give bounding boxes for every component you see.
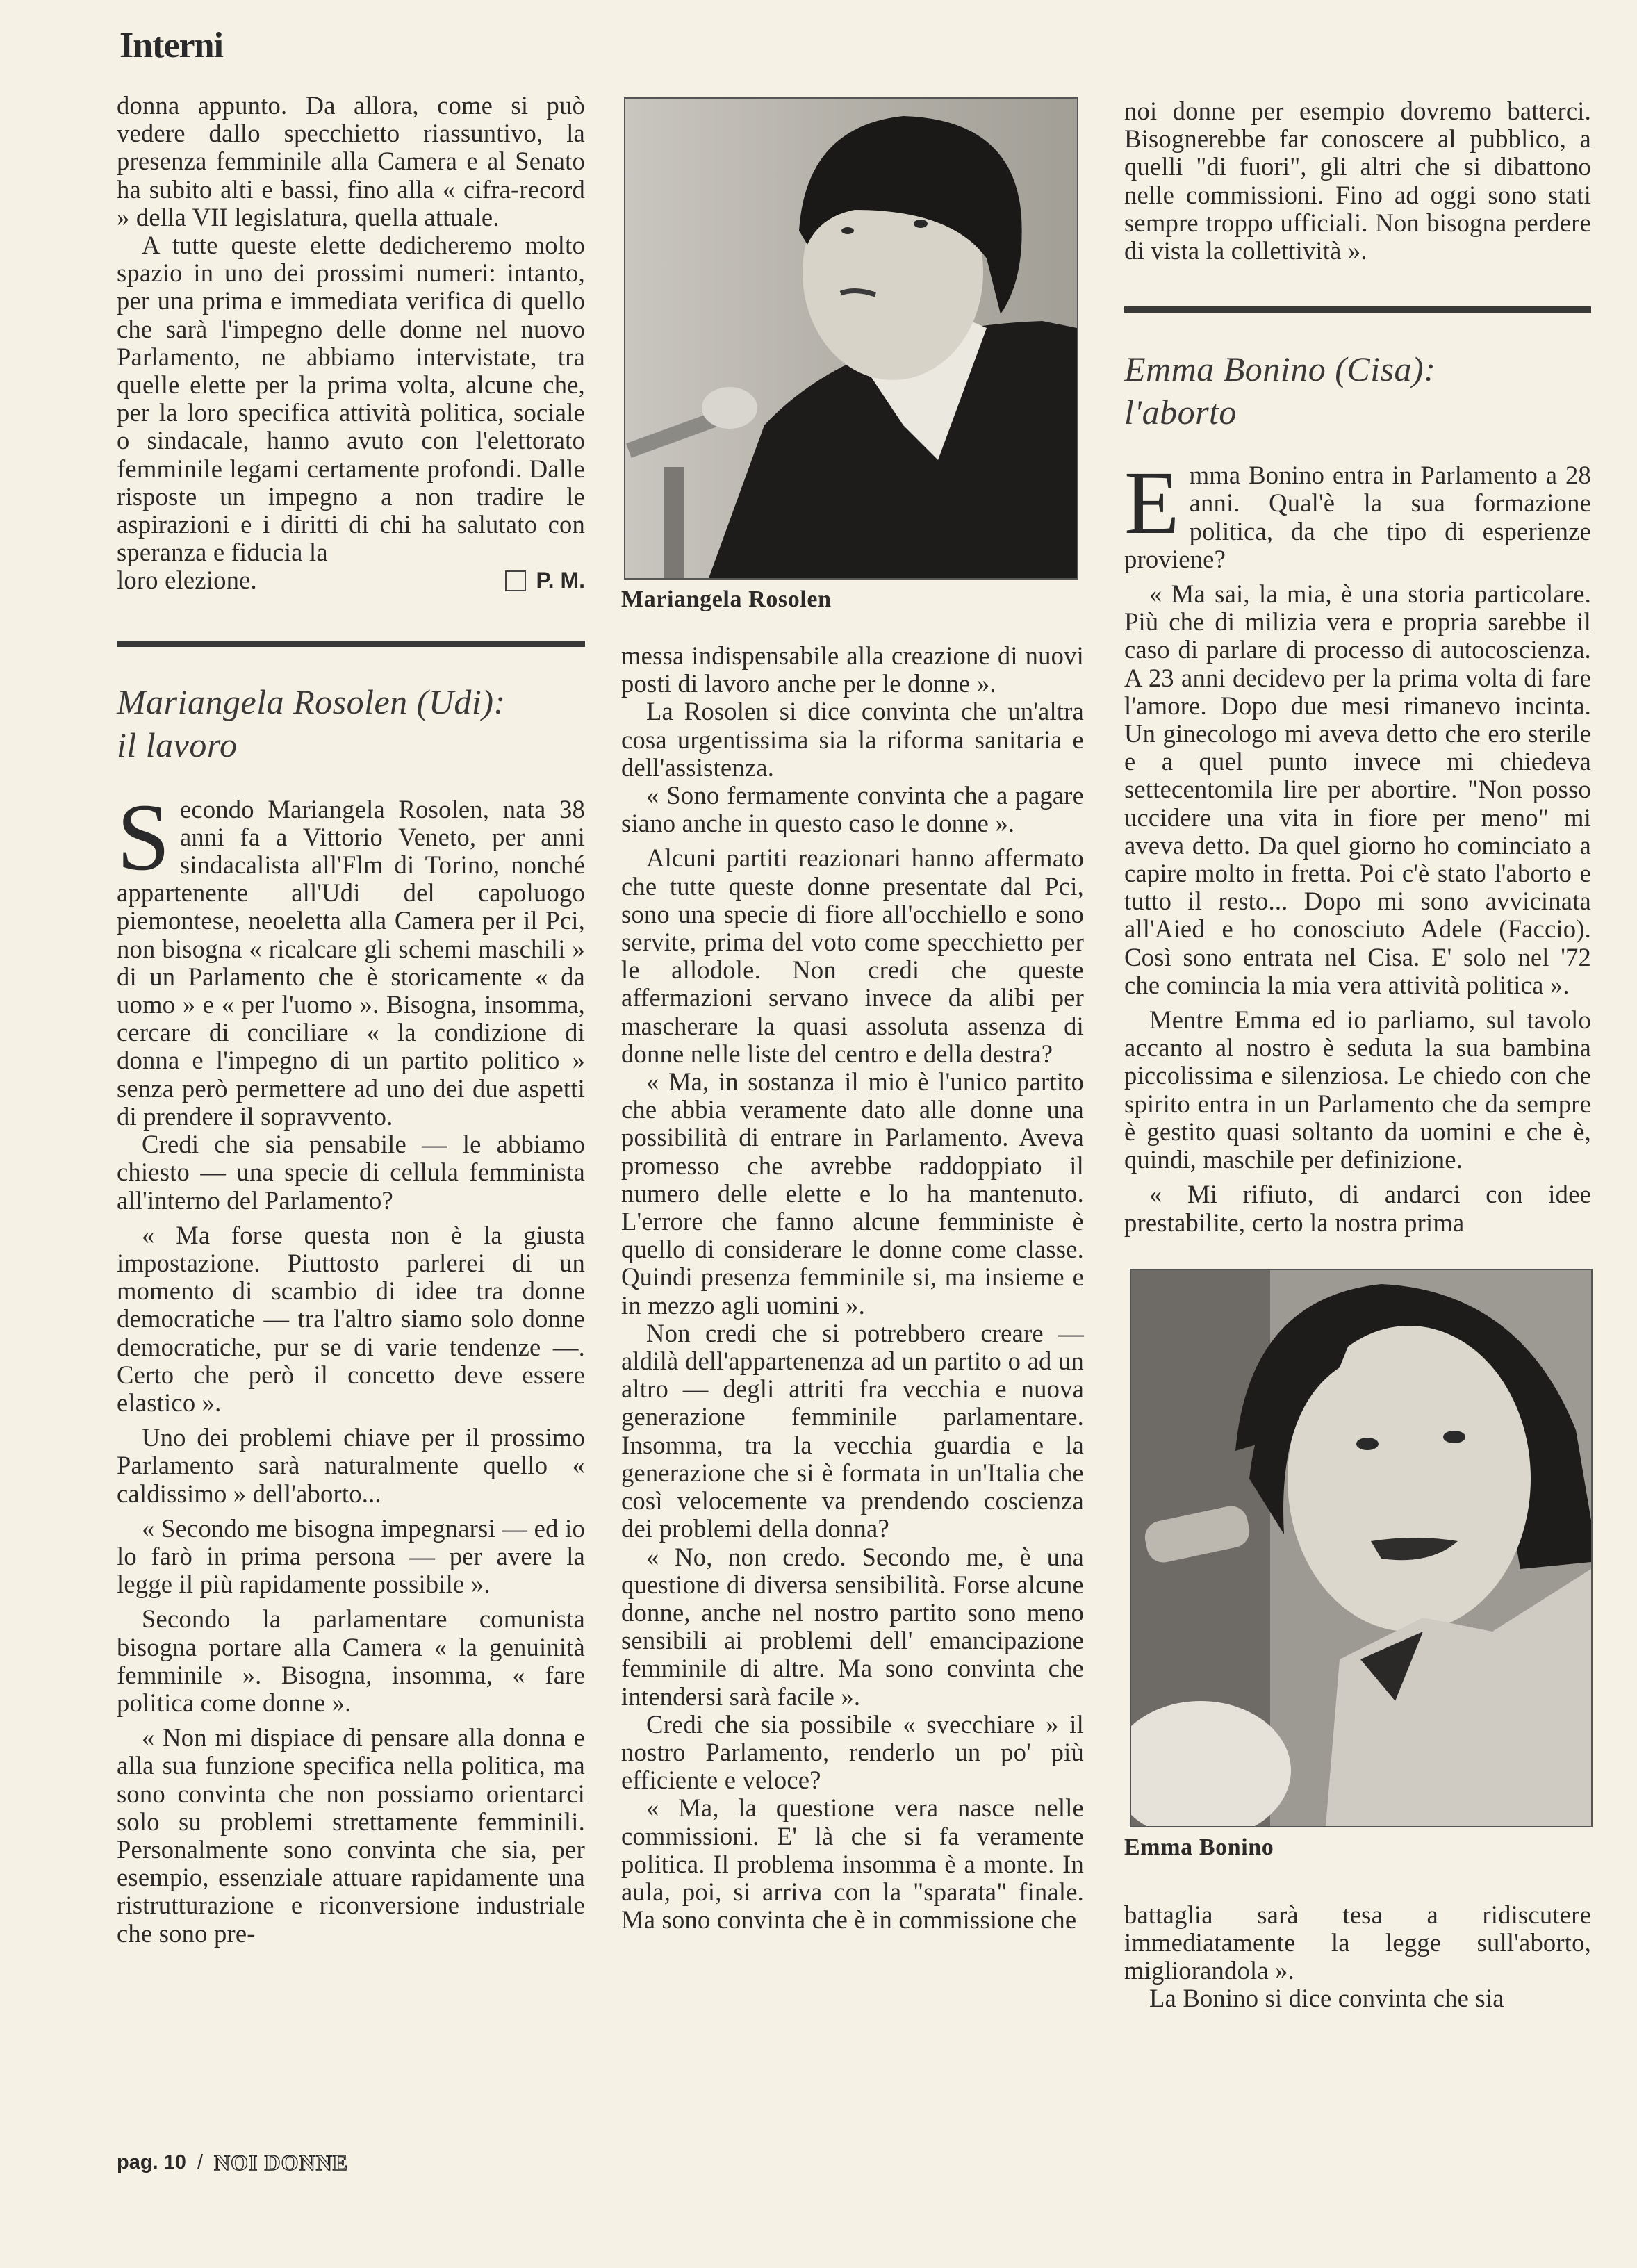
answer: battaglia sarà tesa a ridiscutere immediatamente la legge sull'aborto, migliorandola ». [1124,1900,1591,1985]
paragraph: La Bonino si dice convinta che sia [1149,1984,1504,2013]
question: Alcuni partiti reazionari hanno affermato che tutte queste donne presentate dal Pci, sono una specie di fiore all'occhiello e sono servite, prima del voto come specchietto per le allodole. Non credi che queste affermazioni servano invece da alibi per mascherare la quasi assoluta assenza di donne nelle liste del centro e della destra? [621,844,1084,1068]
bonino-photo [1130,1269,1593,1827]
bonino-heading [1124,347,1591,434]
page-number: pag. 10 [117,2151,186,2174]
page-footer [117,2150,348,2176]
rosolen-heading [117,680,585,766]
answer: « Mi rifiuto, di andarci con idee prestabilite, certo la nostra prima [1124,1180,1591,1237]
lead-paragraph [117,783,585,1131]
magazine-logo: NOI DONNE [214,2150,349,2175]
paragraph: Secondo la parlamentare comunista bisogna portare alla Camera « la genuinità femminile ». Bisogna, insomma, « fare politica come donne ». [117,1604,585,1717]
photo-caption: Emma Bonino [1124,1834,1274,1860]
paragraph: noi donne per esempio dovremo batterci. Bisognerebbe far conoscere al pubblico, a quelli "di fuori", gli altri che si dibattono nelle commissioni. Fino ad oggi sono stati sempre troppo ufficiali. Non bisogna perdere di vista la collettività ». [1124,97,1591,265]
bonino-title: Emma Bonino (Cisa): [1124,350,1436,389]
photo-caption: Mariangela Rosolen [621,586,832,612]
middle-body [621,642,1084,1934]
question: Non credi che si potrebbero creare — aldilà dell'appartenenza ad un partito o ad un altro — degli attriti fra vecchia e nuova generazione femminile parlamentare. Insomma, tra la vecchia guardia e la generazione che si è formata in un'Italia che così velocemente va prendendo coscienza dei problemi della donna? [621,1318,1084,1543]
lead-text: mma Bonino entra in Parlamento a 28 anni. Qual'è la sua formazione politica, da che tipo di esperienze proviene? [1124,461,1591,573]
bonino-body-continued [1124,1901,1591,2013]
drop-cap: S [117,783,170,890]
column-middle [621,97,1084,1934]
column-left [117,92,585,1948]
paragraph: A tutte queste elette dedicheremo molto spazio in uno dei prossimi numeri: intanto, per una prima e immediata verifica di quello che sarà l'impegno delle donne nel nuovo Parlamento, ne abbiamo intervistate, tra quelle elette per la prima volta, alcune che, per la loro specifica attività politica, sociale o sindacale, hanno avuto con l'elettorato femminile legami certamente profondi. Dalle risposte un impegno a non tradire le aspirazioni e i diritti di chi ha salutato con speranza e fiducia la [117,231,585,567]
section-divider [117,641,585,647]
answer: « Ma, la questione vera nasce nelle commissioni. E' là che si fa veramente politica. Il problema insomma è a monte. In aula, poi, si arriva con la "sparata" finale. Ma sono convinta che è in commissione che [621,1793,1084,1934]
answer: « No, non credo. Secondo me, è una questione di diversa sensibilità. Forse alcune donne, anche nel nostro partito sono meno sensibili ai problemi dell' emancipazione femminile di altre. Ma sono convinta che intendersi sarà facile ». [621,1542,1084,1711]
answer: « Ma sai, la mia, è una storia particolare. Più che di milizia vera e propria sarebbe il caso di parlare di processo di autocoscienza. A 23 anni decidevo per la prima volta di fare l'amore. Dopo due mesi rimanevo incinta. Un ginecologo mi aveva detto che ero sterile e a quel punto invece mi chiedeva settecentomila lire per abortire. "Non posso uccidere una vita in fiore per meno" mi aveva detto. Da quel giorno ho cominciato a capire molto in fretta. Poi c'è stato l'aborto e tutto il resto... Dopo mi sono avvicinata all'Aied e ho conosciuto Adele (Faccio). Così sono entrata nel Cisa. E' solo nel '72 che comincia la mia vera attività politica ». [1124,580,1591,999]
lead-paragraph [1124,453,1591,573]
answer: « Sono fermamente convinta che a pagare siano anche in questo caso le donne ». [621,781,1084,838]
drop-cap: E [1124,453,1180,554]
rosolen-photo [624,97,1078,580]
bonino-portrait-image [1131,1270,1591,1826]
author-initials: P. M. [536,568,585,593]
end-mark-box-icon [505,570,526,591]
section-divider [1124,306,1591,313]
question: Credi che sia pensabile — le abbiamo chiesto — una specie di cellula femminista all'interno del Parlamento? [117,1130,585,1215]
rosolen-subtitle: il lavoro [117,725,238,764]
paragraph-end: loro elezione. [117,566,257,595]
question: Credi che sia possibile « svecchiare » il nostro Parlamento, renderlo un po' più efficiente e veloce? [621,1709,1084,1795]
column-right [1124,97,1591,2013]
paragraph: donna appunto. Da allora, come si può vedere dallo specchietto riassuntivo, la presenza femminile alla Camera e al Senato ha subito alti e bassi, fino alla « cifra-record » della VII legislatura, quella attuale. [117,91,585,231]
section-heading: Interni [120,26,223,65]
bonino-body [1124,453,1591,1237]
rosolen-body [117,783,585,1948]
paragraph: La Rosolen si dice convinta che un'altra cosa urgentissima sia la riforma sanitaria e dell'assistenza. [621,697,1084,782]
answer: « Secondo me bisogna impegnarsi — ed io lo farò in prima persona — per avere la legge il più rapidamente possibile ». [117,1513,585,1599]
footer-separator: / [197,2151,203,2174]
author-signature [505,568,585,593]
bonino-subtitle: l'aborto [1124,393,1237,432]
answer: « Non mi dispiace di pensare alla donna e alla sua funzione specifica nella politica, ma sono convinta che non possiamo orientarci solo su problemi strettamente femminili. Personalmente sono convinta che sia, per esempio, essenziale attuare rapidamente una ristrutturazione e riconversione industriale che sono pre- [117,1723,585,1948]
answer: « Ma, in sostanza il mio è l'unico partito che abbia veramente dato alle donne una possibilità di entrare in Parlamento. Aveva promesso che avrebbe raddoppiato il numero delle elette e lo ha mantenuto. L'errore che fanno alcune femministe è quello di considerare le donne come classe. Quindi presenza femminile si, ma insieme e in mezzo agli uomini ». [621,1067,1084,1320]
sign-off-line [117,566,585,594]
paragraph: messa indispensabile alla creazione di nuovi posti di lavoro anche per le donne ». [621,641,1084,698]
paragraph: Mentre Emma ed io parliamo, sul tavolo accanto al nostro è seduta la sua bambina piccolissima e silenziosa. Le chiedo con che spirito entra in un Parlamento che da sempre è gestito quasi soltanto da uomini e che è, quindi, maschile per definizione. [1124,1005,1591,1174]
rosolen-title: Mariangela Rosolen (Udi): [117,682,506,721]
question: Uno dei problemi chiave per il prossimo Parlamento sarà naturalmente quello « caldissimo » dell'aborto... [117,1423,585,1508]
lead-text: econdo Mariangela Rosolen, nata 38 anni fa a Vittorio Veneto, per anni sindacalista all'Flm di Torino, nonché appartenente all'Udi del capoluogo piemontese, neoeletta alla Camera per il Pci, non bisogna « ricalcare gli schemi maschili » di un Parlamento che è storicamente « da uomo » e « per l'uomo ». Bisogna, insomma, cercare di conciliare « la condizione di donna e l'impegno di un partito politico » senza però permettere ad uno dei due aspetti di prendere il sopravvento. [117,794,585,1131]
rosolen-portrait-image [625,99,1077,578]
answer: « Ma forse questa non è la giusta impostazione. Piuttosto parlerei di un momento di scambio di idee tra donne democratiche — tra l'altro siamo solo donne democratiche, pur se di varie tendenze —. Certo che però il concetto deve essere elastico ». [117,1220,585,1417]
